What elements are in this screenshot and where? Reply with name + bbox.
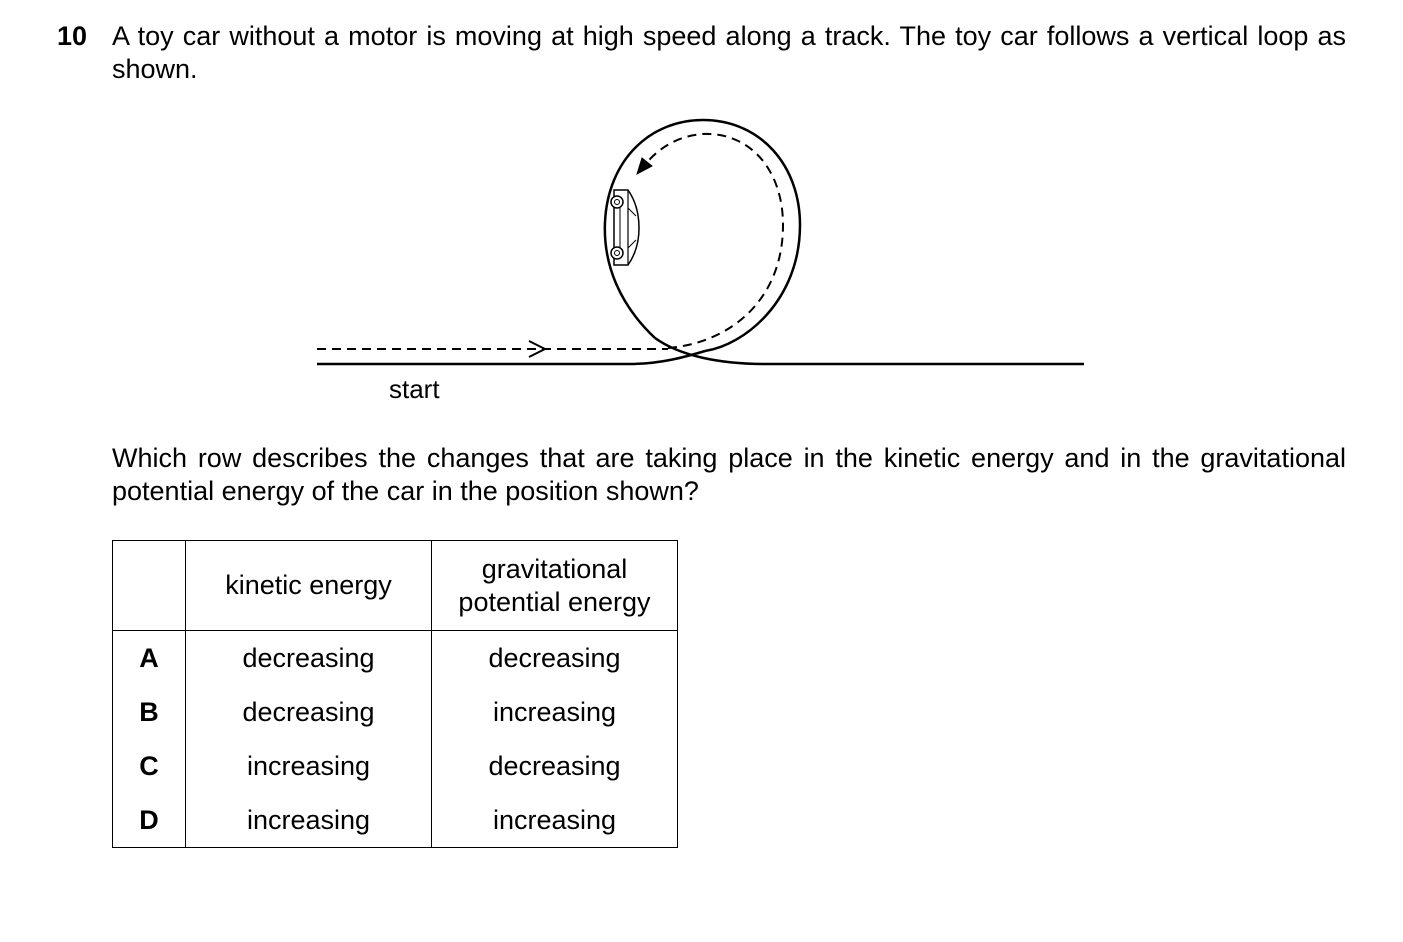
header-blank-cell xyxy=(113,541,186,631)
table-header-row xyxy=(113,541,678,631)
start-label: start xyxy=(389,374,440,404)
track-left xyxy=(317,351,705,364)
gpe-value: increasing xyxy=(432,793,678,848)
option-letter: C xyxy=(113,739,186,793)
kinetic-value: increasing xyxy=(186,793,432,848)
dashed-path-loop xyxy=(641,134,783,348)
answer-table xyxy=(112,540,678,848)
toy-car-icon xyxy=(611,190,639,265)
header-gpe-line2: potential energy xyxy=(458,586,651,617)
option-letter: B xyxy=(113,685,186,739)
option-letter: D xyxy=(113,793,186,848)
question-number: 10 xyxy=(57,21,88,51)
gpe-value: decreasing xyxy=(432,739,678,793)
kinetic-value: decreasing xyxy=(186,631,432,686)
gpe-value: decreasing xyxy=(432,631,678,686)
question-prompt: Which row describes the changes that are taking place in the kinetic energy and in the gravitational potential energy of the car in the position shown? xyxy=(112,443,1346,506)
table-row-d[interactable] xyxy=(113,793,678,848)
table-row-c[interactable] xyxy=(113,739,678,793)
header-kinetic-energy: kinetic energy xyxy=(186,541,432,631)
table-row-b[interactable] xyxy=(113,685,678,739)
table-row-a[interactable] xyxy=(113,631,678,686)
header-gpe-line1: gravitational xyxy=(481,553,628,584)
gpe-value: increasing xyxy=(432,685,678,739)
kinetic-value: increasing xyxy=(186,739,432,793)
track-right xyxy=(655,338,1084,364)
loop-track-diagram xyxy=(0,0,1403,440)
question-stem: A toy car without a motor is moving at high speed along a track. The toy car follows a vertical loop as shown. xyxy=(112,21,1346,84)
option-letter: A xyxy=(113,631,186,686)
header-gravitational-potential-energy xyxy=(432,541,678,631)
kinetic-value: decreasing xyxy=(186,685,432,739)
loop-arrow-icon xyxy=(637,158,652,174)
